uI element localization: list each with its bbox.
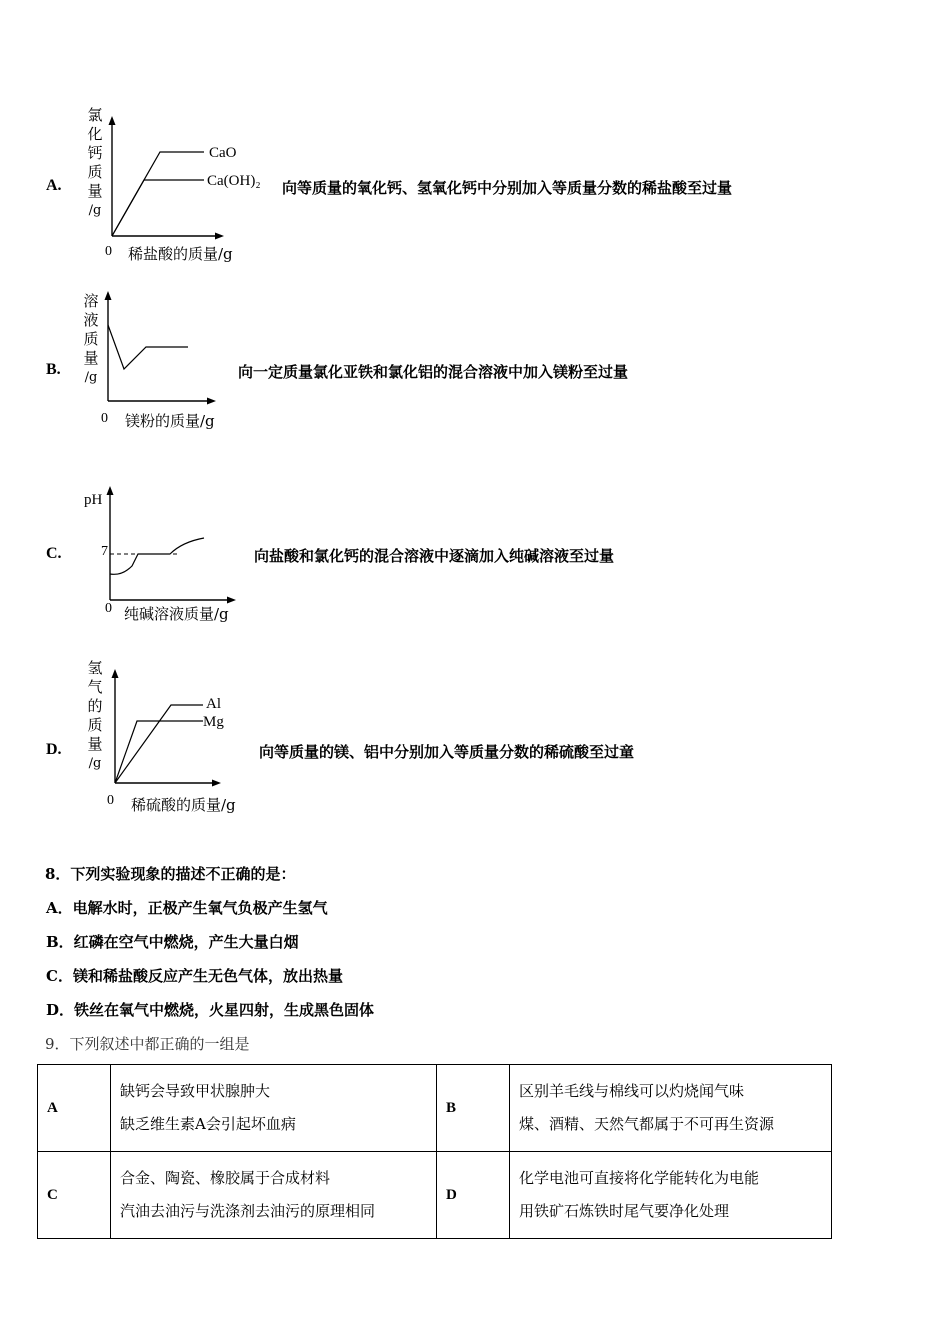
y-axis-arrow — [105, 291, 112, 300]
y-axis-arrow — [107, 486, 114, 495]
origin-label: 0 — [107, 793, 114, 808]
y-axis-char: 氢 — [87, 659, 103, 677]
option-a-x-label: 稀盐酸的质量/g — [128, 245, 233, 263]
q9-label-d: D — [437, 1152, 510, 1239]
q8-option-d: D．铁丝在氧气中燃烧，火星四射，生成黑色固体 — [46, 1001, 375, 1019]
option-a-statement: 向等质量的氧化钙、氢氧化钙中分别加入等质量分数的稀盐酸至过量 — [282, 179, 733, 197]
option-c-x-label: 纯碱溶液质量/g — [124, 605, 229, 623]
option-d-letter: D. — [46, 741, 62, 758]
q8-stem: 8．下列实验现象的描述不正确的是： — [45, 865, 296, 883]
option-b-letter: B. — [46, 361, 61, 378]
option-c-graph — [100, 482, 260, 612]
option-d-y-axis-label — [86, 659, 104, 773]
y-axis-char: 化 — [87, 125, 103, 143]
q9-options-table — [37, 1064, 832, 1239]
y-axis-char: /g — [88, 203, 102, 218]
option-b-x-label: 镁粉的质量/g — [125, 412, 215, 430]
option-d-x-label: 稀硫酸的质量/g — [131, 796, 236, 814]
legend-mg: Mg — [203, 714, 224, 730]
q8-option-c: C．镁和稀盐酸反应产生无色气体，放出热量 — [46, 967, 343, 985]
x-axis-arrow — [215, 233, 224, 240]
q9-cell-a — [111, 1065, 437, 1152]
x-axis-arrow — [207, 398, 216, 405]
option-c-statement: 向盐酸和氯化钙的混合溶液中逐滴加入纯碱溶液至过量 — [254, 547, 615, 565]
y-axis-char: /g — [84, 370, 98, 385]
cell-line: 汽油去油污与洗涤剂去油污的原理相同 — [120, 1202, 376, 1220]
cell-line: 合金、陶瓷、橡胶属于合成材料 — [120, 1169, 331, 1187]
cao-curve — [112, 152, 204, 236]
origin-label: 0 — [101, 411, 108, 426]
option-b-statement: 向一定质量氯化亚铁和氯化铝的混合溶液中加入镁粉至过量 — [238, 363, 629, 381]
y-axis-char: 质 — [87, 716, 103, 734]
y-axis-char: 溶 — [83, 292, 99, 310]
cell-line: 区别羊毛线与棉线可以灼烧闻气味 — [519, 1082, 745, 1100]
y-axis-arrow — [109, 116, 116, 125]
option-b-graph — [98, 289, 258, 419]
y-axis-arrow — [112, 669, 119, 678]
y-axis-char: 钙 — [87, 144, 103, 162]
caoh2-curve — [112, 180, 204, 236]
option-a-letter: A. — [46, 177, 62, 194]
legend-al: Al — [206, 696, 221, 712]
y-axis-char: 气 — [87, 678, 103, 696]
ph7-tick-label: 7 — [101, 544, 108, 559]
y-axis-char: 液 — [83, 311, 99, 329]
y-axis-char: /g — [88, 756, 102, 771]
option-a-graph — [100, 114, 300, 254]
option-d-graph — [103, 665, 263, 795]
q9-label-a: A — [38, 1065, 111, 1152]
cell-line: 煤、酒精、天然气都属于不可再生资源 — [519, 1115, 775, 1133]
y-axis-char: 氯 — [87, 106, 103, 124]
q8-option-a: A．电解水时，正极产生氧气负极产生氢气 — [46, 899, 328, 917]
y-axis-char: 量 — [87, 735, 103, 753]
cell-line: 化学电池可直接将化学能转化为电能 — [519, 1169, 760, 1187]
x-axis-arrow — [212, 780, 221, 787]
q9-cell-b — [510, 1065, 832, 1152]
cell-line: 缺乏维生素A会引起坏血病 — [120, 1115, 296, 1133]
ph-curve — [110, 538, 204, 574]
table-row — [38, 1152, 832, 1239]
q9-stem: 9．下列叙述中都正确的一组是 — [45, 1035, 250, 1053]
y-axis-char: 量 — [83, 349, 99, 367]
cell-line: 缺钙会导致甲状腺肿大 — [120, 1082, 271, 1100]
origin-label: 0 — [105, 244, 112, 259]
y-axis-char: 质 — [87, 163, 103, 181]
option-d-statement: 向等质量的镁、铝中分别加入等质量分数的稀硫酸至过童 — [259, 743, 635, 761]
y-axis-char: 的 — [87, 697, 103, 715]
option-c-letter: C. — [46, 545, 62, 562]
q9-label-c: C — [38, 1152, 111, 1239]
q9-cell-d — [510, 1152, 832, 1239]
y-axis-char: 量 — [87, 182, 103, 200]
origin-label: 0 — [105, 601, 112, 616]
table-row — [38, 1065, 832, 1152]
legend-caoh2: Ca(OH)₂ — [207, 173, 261, 189]
q9-cell-c — [111, 1152, 437, 1239]
cell-line: 用铁矿石炼铁时尾气要净化处理 — [519, 1202, 730, 1220]
ph-axis-label: pH — [84, 492, 103, 508]
y-axis-char: 质 — [83, 330, 99, 348]
solution-mass-curve — [108, 325, 188, 369]
q8-option-b: B．红磷在空气中燃烧，产生大量白烟 — [46, 933, 299, 951]
mg-curve — [115, 721, 203, 783]
al-curve — [115, 705, 203, 783]
legend-cao: CaO — [209, 145, 237, 161]
q9-label-b: B — [437, 1065, 510, 1152]
